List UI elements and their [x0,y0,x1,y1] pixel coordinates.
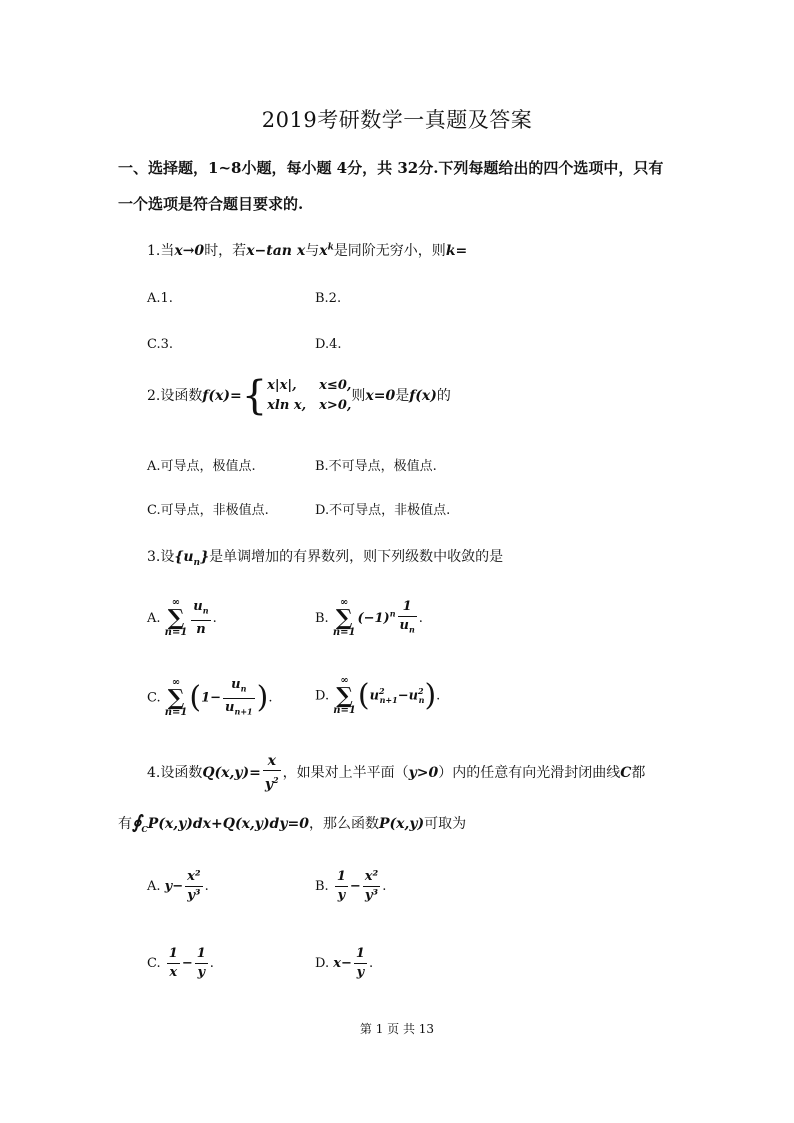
q1-text-2: 时，若 [204,243,247,259]
q4-a-fraction [185,868,202,905]
q3-b-den: u [399,618,409,633]
q3-c-end: . [268,690,273,706]
q4-c-minus: − [181,956,193,971]
q2-math-1: f(x)= [202,388,242,404]
q2-text-2: 则 [351,388,366,404]
q4-d-label: D. [315,956,330,971]
q3-option-c: C. ∞ ∑ n=1(1− $\frac{u_n}{u_{n+1}}$ ). [147,676,272,720]
q3-option-d: D. ∞ ∑ $n=1(u^2_{n+1}-u^2_n)$. [315,675,441,716]
q4-frac-den-sup: 2 [273,775,279,785]
q2-case-2-cond: x>0, [319,398,352,413]
q3-c-den: u [225,699,235,715]
q4-contour-sub: C [141,823,148,834]
q3-a-sum: ∞ ∑ n=1 [164,597,188,639]
q3-a-den: n [196,621,206,637]
q4-d-den: y [356,965,365,980]
question-1 [147,240,467,260]
q2-text-1: 2.设函数 [147,388,203,404]
q1-option-d: D.4. [315,337,342,352]
sum-top: ∞ [171,677,181,689]
q1-text-3: 与 [305,243,320,259]
q1-text-1: 1.当 [147,243,175,259]
q2-case-1-expr: x|x|, [267,378,297,393]
q3-b-end: . [418,610,423,626]
q3-d-label: D. [315,688,330,704]
q4-b-den-2: y³ [364,888,379,903]
q4-math-1: Q(x,y)= [202,764,261,781]
q3-a-end: . [212,610,217,626]
sum-bottom: n=1 [164,707,188,719]
sum-bottom: n=1 [164,627,188,639]
q3-math-1-sub: n [193,557,201,568]
q3-b-fraction [398,598,417,639]
q3-text-1: 3.设 [147,549,175,565]
q2-case-2-expr: xln x, [267,398,307,413]
q4-c-fraction-1 [167,945,180,982]
q4-frac-num: x [263,752,281,771]
q2-option-d: D.不可导点，非极值点. [315,503,451,518]
q4-c-num-1: 1 [167,945,180,964]
q4-text-1: 4.设函数 [147,764,203,781]
q2-brace: { [241,373,268,419]
q3-c-num: u [231,677,241,692]
section-heading: 一、选择题，1~8小题，每小题 4分，共 32分.下列每题给出的四个选项中，只有一个选项是符合题目要求的. [118,159,664,213]
question-2 [147,373,451,419]
q4-a-den: y³ [187,888,201,903]
q4-b-label: B. [315,879,329,894]
q4-contour-integral: ∮ [132,812,142,833]
q3-d-sub-1: n+1 [379,695,398,706]
q2-math-3: f(x) [409,388,437,404]
q4-c-label: C. [147,956,161,971]
q1-math-2: x−tan x [246,243,306,259]
q2-math-2: x=0 [365,388,396,404]
q3-math-1-end: } [200,549,210,565]
q4-text-2: ，如果对上半平面（ [282,764,409,781]
q4-b-minus: − [349,879,361,894]
q4-c-num-2: 1 [195,945,208,964]
q3-a-num-sub: n [202,605,209,616]
q1-option-b: B.2. [315,291,342,306]
q2-option-b: B.不可导点，极值点. [315,459,437,474]
q3-text-2: 是单调增加的有界数列，则下列级数中收敛的是 [209,549,504,565]
q1-math-4: k= [445,243,468,259]
q1-math-1: x→0 [174,243,205,259]
q3-d-sum: ∞ ∑ n=1 [333,675,356,716]
q4-frac-den: y [264,776,274,793]
q4-option-b [315,868,386,905]
q3-d-term-1: u [369,688,380,704]
q4-a-end: . [204,879,209,894]
q4-d-num: 1 [354,945,367,964]
q1-text-4: 是同阶无穷小，则 [333,243,446,259]
q3-d-term-2: −u [397,688,419,704]
q3-c-pre: 1− [201,690,222,706]
q3-c-fraction [223,676,255,720]
q3-b-den-sub: n [408,624,415,635]
sum-top: ∞ [340,675,349,686]
q3-a-num: u [193,599,203,614]
q4-a-pre: y− [164,879,184,894]
q4-option-d [315,945,373,982]
q4-math-7: P(x,y) [378,816,425,832]
q3-a-fraction [191,598,210,639]
q4-b-num-1: 1 [335,868,348,887]
q2-option-c: C.可导点，非极值点. [147,503,269,518]
q4-c-den-2: y [197,965,206,980]
q4-d-end: . [368,956,374,971]
question-4-line-1 [147,752,645,794]
q4-b-end: . [382,879,387,894]
q2-text-3: 是 [395,388,410,404]
q3-d-sub-2: n [418,695,425,706]
q3-b-sup: n [389,608,396,619]
q4-math-3: C [620,764,632,781]
q3-d-sup-1: 2 [379,686,385,697]
q3-d-end: . [436,688,441,704]
q2-text-4: 的 [436,388,451,404]
q2-case-1-cond: x≤0, [319,378,352,393]
q4-math-6: P(x,y)dx+Q(x,y)dy=0 [147,816,309,832]
q2-cases [267,376,351,416]
q3-b-pre: (−1) [357,610,390,626]
q3-option-b [315,598,423,639]
q4-text-3: ）内的任意有向光滑封闭曲线 [438,764,621,781]
q4-c-end: . [209,956,214,971]
q3-option-a [147,598,217,639]
q1-math-3: x [319,243,328,259]
q1-option-a: A.1. [147,291,173,306]
q3-a-label: A. [147,610,161,626]
page-footer: 第 1 页 共 13 [359,1022,435,1036]
q4-c-fraction-2 [195,945,208,982]
q3-b-sum: ∞ ∑ n=1 [332,597,356,639]
q4-fraction [263,752,281,794]
q4-a-num: x² [185,868,202,887]
q1-option-c: C.3. [147,337,174,352]
q4-text-4: 都 [631,764,646,781]
q4-c-den-1: x [169,965,178,980]
q3-c-den-sub: n+1 [234,706,253,717]
q3-b-label: B. [315,610,329,626]
q3-c-num-sub: n [240,683,247,694]
q4-option-c [147,945,214,982]
q3-c-label: C. [147,690,161,706]
q2-option-a: A.可导点，极值点. [147,459,256,474]
q1-math-3-sup: k [327,242,334,253]
sum-bottom: n=1 [332,627,356,639]
q4-b-den-1: y [337,888,346,903]
q3-c-sum: ∞ ∑ n=1 [164,677,188,719]
question-3 [147,546,503,568]
q4-b-num-2: x² [363,868,380,887]
q3-b-num: 1 [398,598,417,617]
q4-text-7: 可取为 [424,816,467,832]
q4-text-6: ，那么函数 [308,816,379,832]
q4-b-fraction-2 [363,868,380,905]
q3-math-1: {u [174,549,194,565]
q4-b-fraction-1 [335,868,348,905]
page-title: 2019考研数学一真题及答案 [261,108,533,132]
sum-bottom: n=1 [333,705,356,716]
q4-option-a [147,868,209,905]
question-4-line-2 [118,812,466,834]
q4-math-2: y>0 [408,764,439,781]
q4-a-label: A. [147,879,161,894]
sum-top: ∞ [171,597,181,609]
q4-d-pre: x− [333,956,352,971]
q4-d-fraction [354,945,367,982]
sum-top: ∞ [339,597,349,609]
q3-d-sup-2: 2 [418,686,424,697]
q4-text-5: 有 [118,816,132,832]
